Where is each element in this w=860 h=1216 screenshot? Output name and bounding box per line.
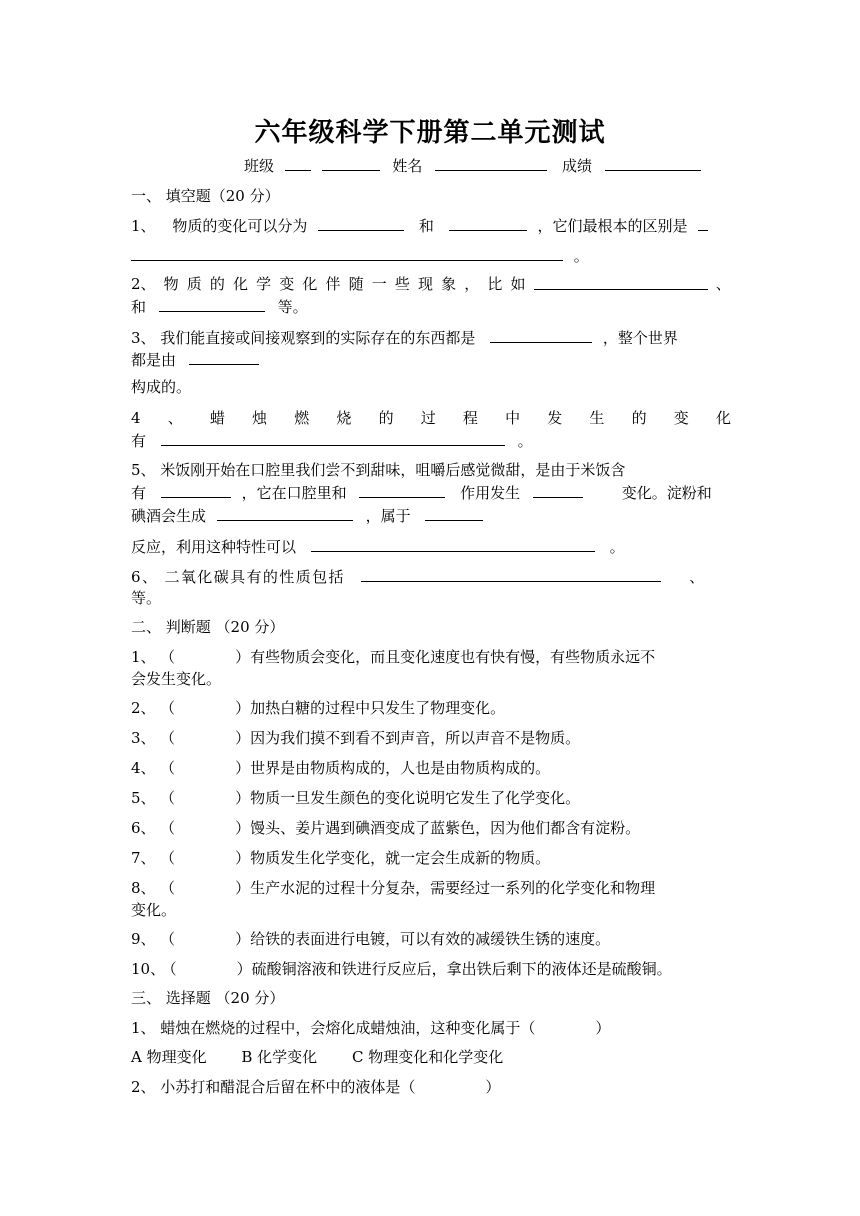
section-heading-fill: 一、 填空题（20 分） <box>131 187 280 205</box>
judge-question <box>131 758 731 778</box>
answer-blank[interactable] <box>131 245 563 261</box>
answer-paren[interactable]: ） <box>235 879 251 897</box>
question-number: 5、 <box>131 789 156 807</box>
answer-paren[interactable]: （ <box>167 819 176 837</box>
fill-question-3 <box>131 327 731 348</box>
fill-question-3-cont <box>131 349 731 370</box>
question-text: 和 <box>131 298 147 316</box>
question-char: 生 <box>589 409 605 427</box>
answer-paren[interactable]: （ <box>169 960 177 978</box>
question-text: 有些物质会变化，而且变化速度也有快有慢，有些物质永远不 <box>250 648 656 666</box>
question-text: ，属于 <box>365 507 411 525</box>
question-char: 质 <box>186 275 202 293</box>
question-char: 烧 <box>336 409 352 427</box>
question-text: 、 <box>715 275 731 293</box>
student-info-row <box>244 155 704 176</box>
question-number: 1、 <box>131 217 156 235</box>
question-char: 象 <box>441 275 457 293</box>
question-char: 化 <box>715 409 731 427</box>
question-text: 2、 小苏打和醋混合后留在杯中的液体是（ <box>131 1078 416 1096</box>
question-number: 9、 <box>131 930 156 948</box>
choice-question <box>131 1077 731 1097</box>
question-text: ，整个世界 <box>602 329 678 347</box>
answer-blank[interactable] <box>189 349 259 365</box>
question-text: 给铁的表面进行电镀，可以有效的减缓铁生锈的速度。 <box>250 930 611 948</box>
fill-question-5-line2 <box>131 482 731 503</box>
answer-paren[interactable]: （ <box>167 789 176 807</box>
answer-blank[interactable] <box>534 274 708 290</box>
answer-paren[interactable]: ） <box>235 849 251 867</box>
choice-option-b[interactable]: B 化学变化 <box>241 1048 318 1066</box>
answer-blank[interactable] <box>425 505 483 521</box>
score-blank[interactable] <box>605 155 701 171</box>
question-text: 和 <box>418 217 434 235</box>
answer-paren[interactable]: ） <box>235 789 251 807</box>
answer-blank[interactable] <box>490 327 592 343</box>
question-char: 比 <box>487 275 503 293</box>
answer-paren[interactable]: ） <box>595 1019 611 1037</box>
question-char: 现 <box>418 275 434 293</box>
question-text: 物质发生化学变化，就一定会生成新的物质。 <box>250 849 551 867</box>
fill-question-6 <box>131 566 731 587</box>
fill-question-4-cont <box>131 430 731 451</box>
answer-blank[interactable] <box>361 566 661 582</box>
question-text: 、 <box>689 568 706 586</box>
answer-blank[interactable] <box>359 482 445 498</box>
question-number: 4、 <box>131 759 156 777</box>
judge-question <box>131 698 731 718</box>
section-heading-choice: 三、 选择题 （20 分） <box>131 989 285 1007</box>
judge-question <box>131 728 731 748</box>
question-char: 随 <box>348 275 364 293</box>
question-text: 硫酸铜溶液和铁进行反应后，拿出铁后剩下的液体还是硫酸铜。 <box>251 960 672 978</box>
question-char: 的 <box>631 409 647 427</box>
fill-question-1 <box>131 215 731 236</box>
question-char: 一 <box>371 275 387 293</box>
question-number: 6、 <box>131 819 156 837</box>
question-char: 的 <box>209 275 225 293</box>
page-title: 六年级科学下册第二单元测试 <box>254 118 606 148</box>
answer-blank[interactable] <box>161 482 231 498</box>
name-blank[interactable] <box>435 155 547 171</box>
judge-question <box>131 647 731 667</box>
question-text: 因为我们摸不到看不到声音，所以声音不是物质。 <box>250 729 581 747</box>
fill-question-5-line4 <box>131 536 731 557</box>
answer-blank[interactable] <box>449 215 527 231</box>
answer-paren[interactable]: ） <box>236 960 252 978</box>
answer-paren[interactable]: ） <box>235 729 251 747</box>
fill-question-3-end: 构成的。 <box>131 378 192 396</box>
score-label: 成绩 <box>561 157 592 175</box>
question-text: 加热白糖的过程中只发生了物理变化。 <box>250 699 506 717</box>
judge-question <box>131 929 731 949</box>
answer-paren[interactable]: ） <box>235 699 251 717</box>
question-char: 烛 <box>252 409 268 427</box>
question-char: 物 <box>163 275 179 293</box>
question-char: 的 <box>378 409 394 427</box>
question-text: 有 <box>131 432 147 450</box>
judge-question <box>131 788 731 808</box>
answer-paren[interactable]: （ <box>167 930 176 948</box>
fill-question-1-cont <box>131 245 731 266</box>
question-char: 如 <box>510 275 526 293</box>
answer-paren[interactable]: ） <box>235 930 251 948</box>
question-char: 伴 <box>325 275 341 293</box>
question-text: 物质一旦发生颜色的变化说明它发生了化学变化。 <box>250 789 581 807</box>
question-number: 8、 <box>131 879 156 897</box>
choice-question <box>131 1018 731 1038</box>
answer-paren[interactable]: （ <box>167 879 176 897</box>
question-text: 。 <box>517 432 533 450</box>
judge-question <box>131 818 731 838</box>
fill-question-5-line3 <box>131 505 731 526</box>
answer-blank[interactable] <box>698 215 708 231</box>
answer-blank[interactable] <box>318 215 404 231</box>
question-text: 反应，利用这种特性可以 <box>131 538 297 556</box>
answer-paren[interactable]: ） <box>235 819 251 837</box>
judge-question <box>131 959 731 979</box>
question-text: 作用发生 <box>460 484 521 502</box>
question-char: 学 <box>256 275 272 293</box>
question-text: ，它在口腔里和 <box>241 484 347 502</box>
question-number: 7、 <box>131 849 156 867</box>
question-text: 等。 <box>277 298 308 316</box>
choice-option-c[interactable]: C 物理变化和化学变化 <box>351 1048 504 1066</box>
question-char: 蜡 <box>209 409 225 427</box>
question-char: 化 <box>302 275 318 293</box>
question-number: 2、 <box>131 699 156 717</box>
question-text: 。 <box>609 538 625 556</box>
question-text: 6、 二氧化碳具有的性质包括 <box>131 568 345 586</box>
question-char: 些 <box>394 275 410 293</box>
section-heading-judge: 二、 判断题 （20 分） <box>131 618 285 636</box>
class-blank-1[interactable] <box>285 155 311 171</box>
fill-question-2-cont <box>131 296 731 317</box>
answer-paren[interactable]: ） <box>485 1078 501 1096</box>
judge-question <box>131 848 731 868</box>
fill-question-6-cont: 等。 <box>131 589 162 607</box>
judge-question <box>131 878 731 898</box>
question-char: 4 <box>131 409 141 427</box>
judge-question-cont: 变化。 <box>131 901 177 919</box>
question-number: 3、 <box>131 729 156 747</box>
answer-paren[interactable]: （ <box>167 699 176 717</box>
question-char: 发 <box>547 409 563 427</box>
question-char: 2、 <box>131 275 156 293</box>
question-char: 燃 <box>294 409 310 427</box>
answer-blank[interactable] <box>217 505 353 521</box>
answer-blank[interactable] <box>533 482 583 498</box>
answer-blank[interactable] <box>159 296 265 312</box>
answer-paren[interactable]: ） <box>235 648 251 666</box>
fill-question-5: 5、 米饭刚开始在口腔里我们尝不到甜味，咀嚼后感觉微甜，是由于米饭含 <box>131 461 626 479</box>
answer-paren[interactable]: （ <box>167 729 176 747</box>
answer-blank[interactable] <box>311 536 595 552</box>
answer-paren[interactable]: （ <box>167 849 176 867</box>
answer-paren[interactable]: （ <box>167 759 176 777</box>
question-text: 都是由 <box>131 351 177 369</box>
class-label: 班级 <box>244 157 275 175</box>
answer-blank[interactable] <box>161 430 505 446</box>
question-text: 馒头、姜片遇到碘酒变成了蓝紫色，因为他们都含有淀粉。 <box>250 819 641 837</box>
answer-paren[interactable]: （ <box>167 648 176 666</box>
choice-option-a[interactable]: A 物理变化 <box>131 1048 207 1066</box>
question-text: 生产水泥的过程十分复杂，需要经过一系列的化学变化和物理 <box>250 879 656 897</box>
question-text: 1、 蜡烛在燃烧的过程中，会熔化成蜡烛油，这种变化属于（ <box>131 1019 536 1037</box>
fill-question-4 <box>131 408 731 428</box>
question-char: 中 <box>505 409 521 427</box>
question-char: 过 <box>420 409 436 427</box>
question-text: 世界是由物质构成的，人也是由物质构成的。 <box>250 759 551 777</box>
question-text: 碘酒会生成 <box>131 507 207 525</box>
question-text: 3、 我们能直接或间接观察到的实际存在的东西都是 <box>131 329 476 347</box>
judge-question-cont: 会发生变化。 <box>131 670 222 688</box>
name-label: 姓名 <box>392 157 423 175</box>
question-char: 程 <box>462 409 478 427</box>
question-char: 、 <box>167 409 183 427</box>
question-text: ，它们最根本的区别是 <box>537 217 688 235</box>
fill-question-2 <box>131 274 731 294</box>
class-blank-2[interactable] <box>322 155 380 171</box>
question-number: 1、 <box>131 648 156 666</box>
question-text: 变化。淀粉和 <box>621 484 712 502</box>
choice-options <box>131 1047 731 1067</box>
question-char: 变 <box>279 275 295 293</box>
question-number: 10、 <box>131 960 166 978</box>
question-text: 。 <box>573 247 589 265</box>
question-char: 化 <box>233 275 249 293</box>
question-text: 物质的变化可以分为 <box>172 217 308 235</box>
question-text: 有 <box>131 484 147 502</box>
question-char: 变 <box>673 409 689 427</box>
question-char: ， <box>464 275 480 293</box>
answer-paren[interactable]: ） <box>235 759 251 777</box>
